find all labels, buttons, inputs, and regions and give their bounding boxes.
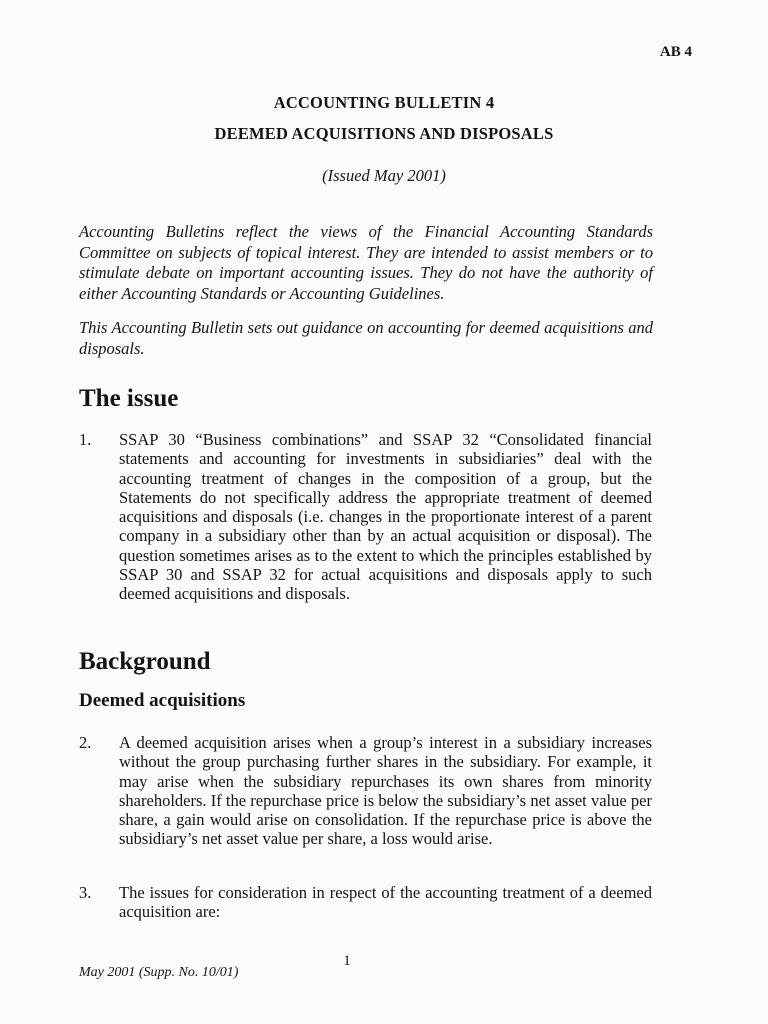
paragraph-text: The issues for consideration in respect of the accounting treatment of a deemed acquisition are: (119, 883, 652, 922)
subsection-heading-deemed-acquisitions: Deemed acquisitions (79, 690, 246, 711)
page-number: 1 (343, 953, 351, 969)
bulletin-subtitle: DEEMED ACQUISITIONS AND DISPOSALS (214, 124, 554, 143)
paragraph-number: 2. (79, 733, 92, 752)
paragraph-text: SSAP 30 “Business combinations” and SSAP 32 “Consolidated financial statements and accounting for investments in subsidiaries” deal with the accounting treatment of changes in the composition of a group, but the Statements do not specifically address the appropriate treatment of deemed acquisitions and disposals (i.e. changes in the proportionate interest of a parent company in a subsidiary other than by an actual acquisition or disposal). The question sometimes arises as to the extent to which the principles established by SSAP 30 and SSAP 32 for actual acquisitions and disposals apply to such deemed acquisitions and disposals. (119, 430, 652, 604)
purpose-paragraph: This Accounting Bulletin sets out guidance on accounting for deemed acquisitions and disposals. (79, 318, 653, 358)
intro-paragraph: Accounting Bulletins reflect the views of the Financial Accounting Standards Committee on subjects of topical interest. They are intended to assist members or to stimulate debate on important accounting issues. They do not have the authority of either Accounting Standards or Accounting Guidelines. (79, 222, 653, 303)
paragraph-number: 1. (79, 430, 92, 449)
section-heading-issue: The issue (79, 385, 179, 412)
section-heading-background: Background (79, 648, 211, 675)
bulletin-title: ACCOUNTING BULLETIN 4 (273, 93, 495, 112)
paragraph-text: A deemed acquisition arises when a group’s interest in a subsidiary increases without the group purchasing further shares in the subsidiary. For example, it may arise when the subsidiary repurchases its own shares from minority shareholders. If the repurchase price is below the subsidiary’s net asset value per share, a gain would arise on consolidation. If the repurchase price is above the subsidiary’s net asset value per share, a loss would arise. (119, 733, 652, 849)
issued-date: (Issued May 2001) (322, 166, 446, 185)
paragraph-number: 3. (79, 883, 92, 902)
page-reference: AB 4 (659, 44, 692, 60)
footer-date: May 2001 (Supp. No. 10/01) (79, 965, 239, 980)
